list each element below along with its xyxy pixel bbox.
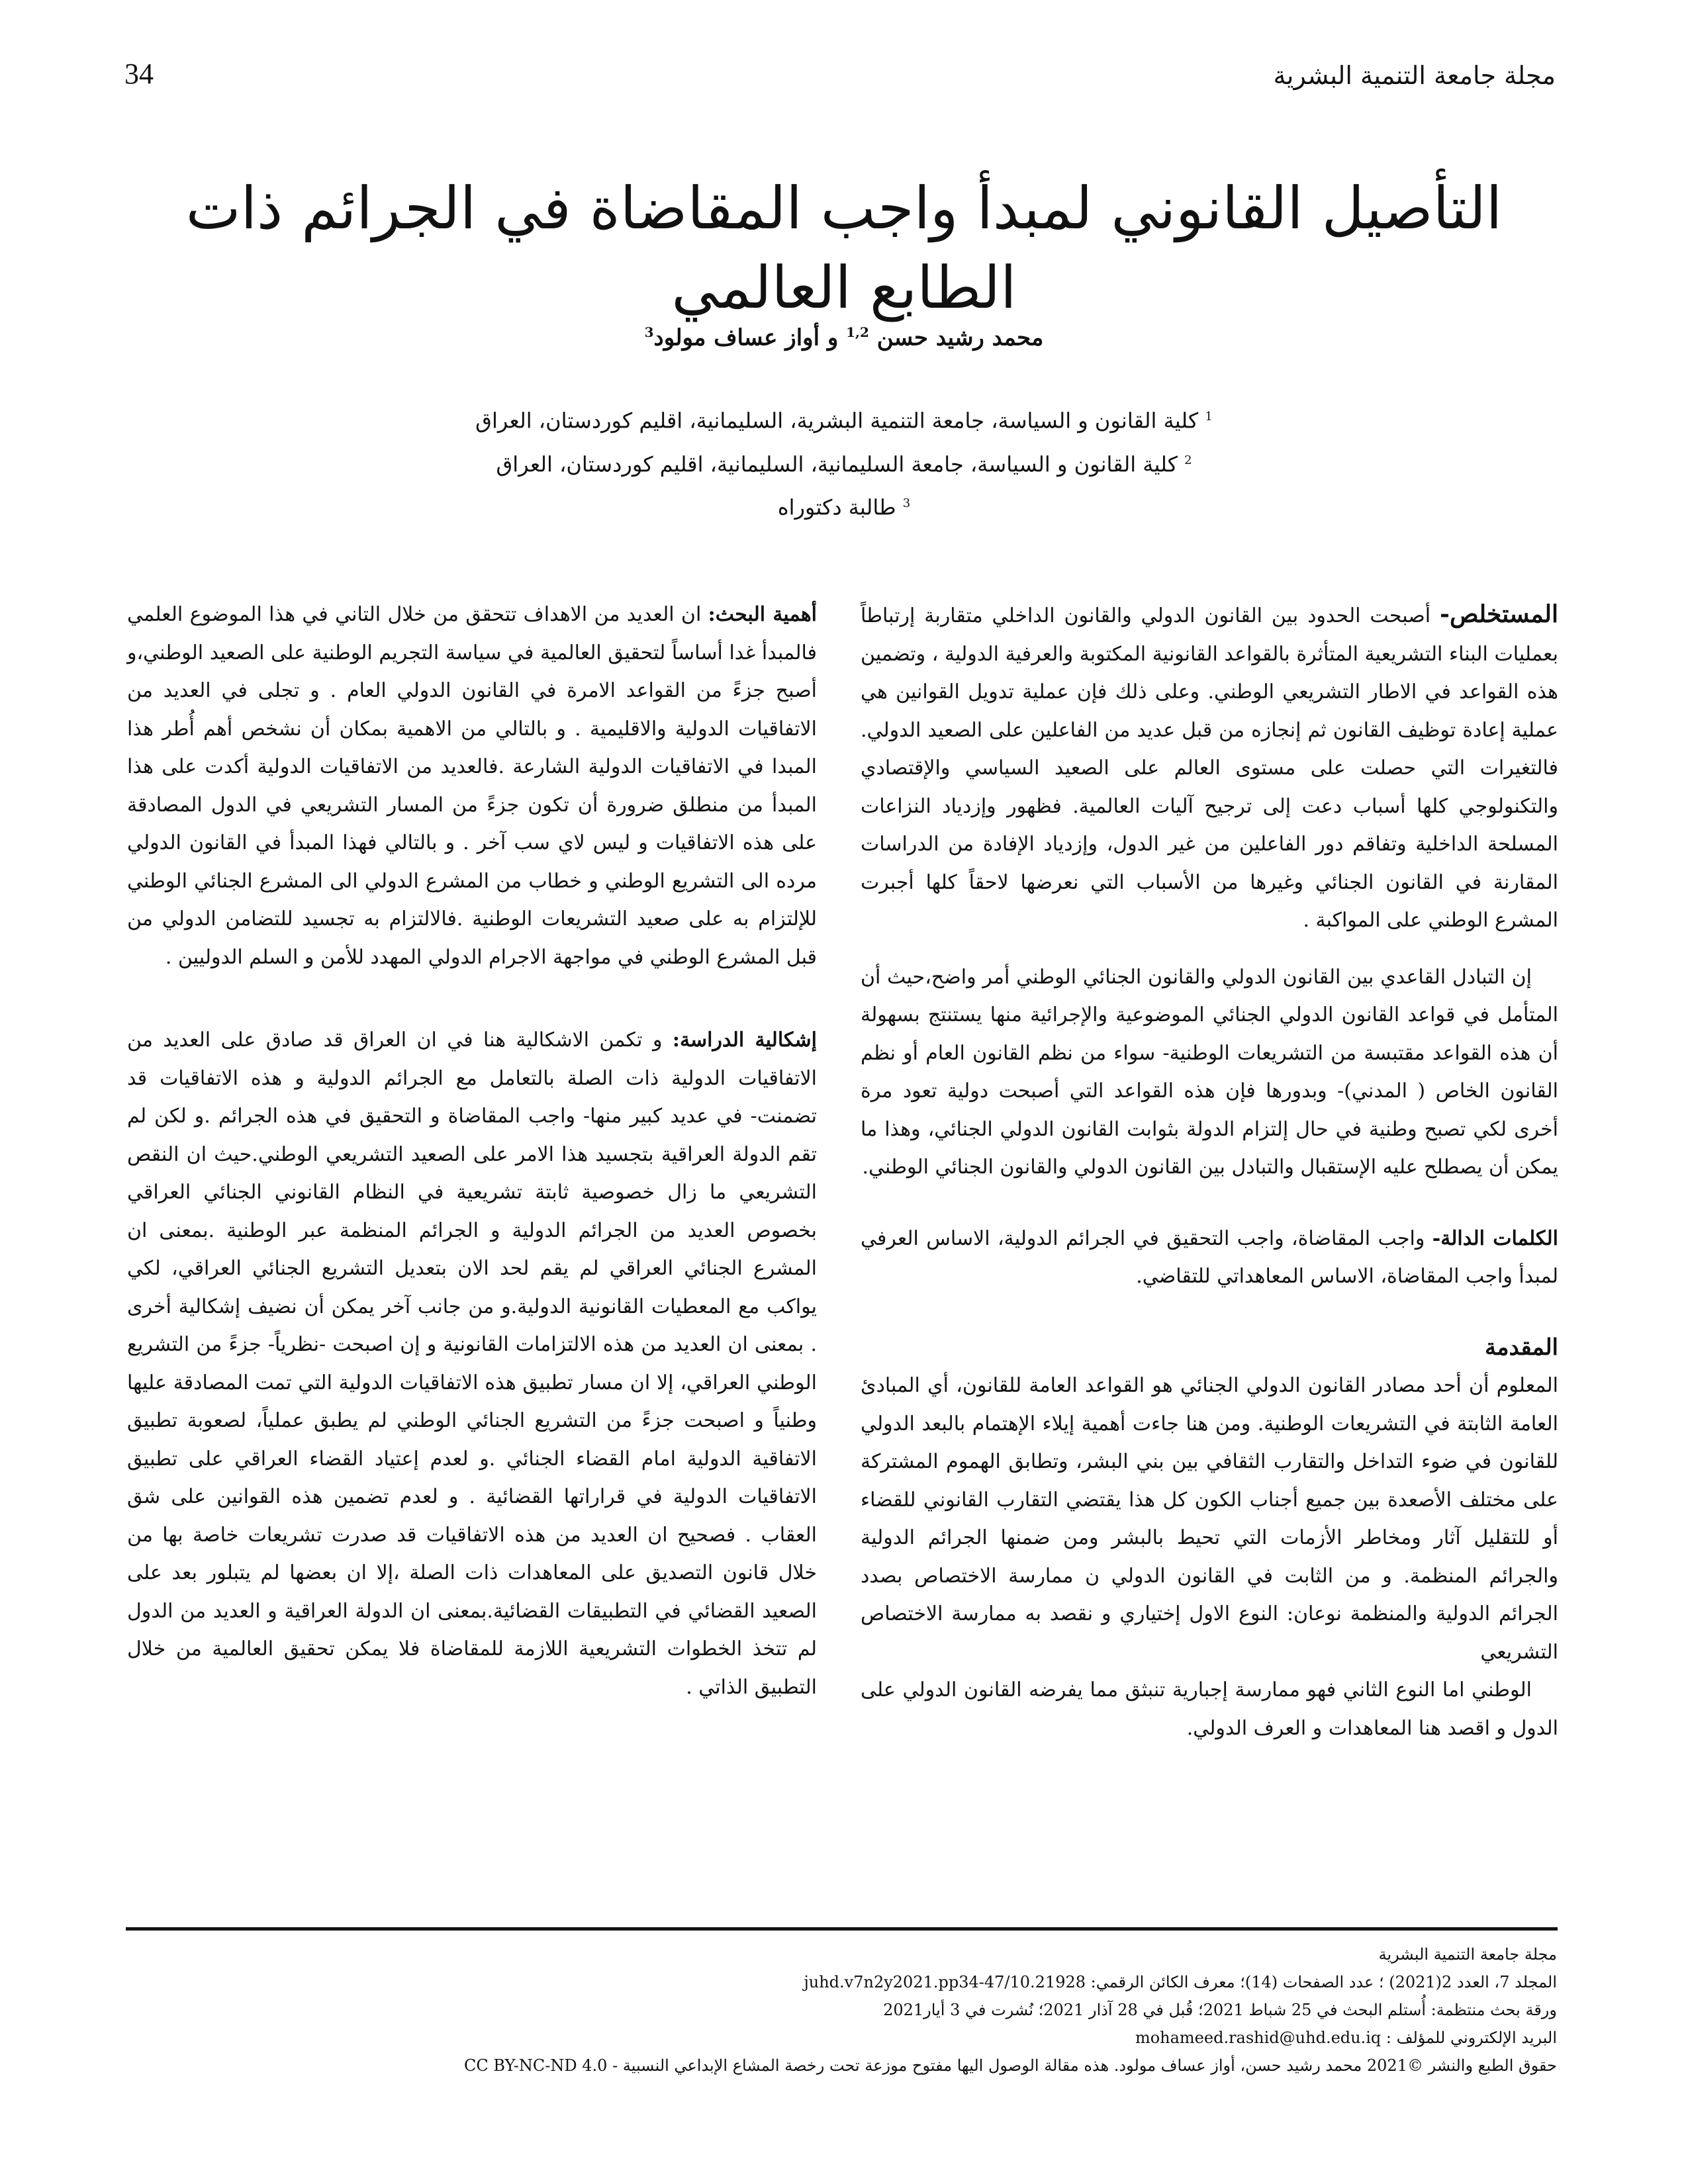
abstract-label: المستخلص- (1440, 600, 1558, 628)
author-superscript: 1,2 (846, 324, 869, 340)
abstract-text: أصبحت الحدود بين القانون الدولي والقانون الداخلي متقاربة إرتباطاً بعمليات البناء التشريعية المتأثرة بالقواعد القانونية المكتوبة والعرفية الدولية ، وتضمين هذه القواعد في الاطار التشريعي الوطني. وعلى ذلك فإن عملية تدويل القوانين هي عملية إعادة توظيف القانون ثم إنجازه من قبل عديد من الفاعلين على الصعيد الدولي. فالتغيرات التي حصلت على مستوى العالم على الصعيد السياسي والإقتصادي والتكنولوجي كلها أسباب دعت إلى ترجيح آليات العالمية. فظهور وإزدياد النزاعات المسلحة الداخلية وتفاقم دور الفاعلين من غير الدول، وإزدياد الإفادة من الدراسات المقارنة في القانون الجنائي وغيرها من الأسباب التي نعرضها لاحقاً كلها أجبرت المشرع الوطني على المواكبة . (861, 604, 1558, 932)
footer-divider (126, 1927, 1558, 1931)
footer-journal: مجلة جامعة التنمية البشرية (1378, 1945, 1557, 1964)
author-name: أواز عساف مولود (653, 324, 820, 351)
author-superscript: 3 (644, 324, 654, 340)
problem-text: و تكمن الاشكالية هنا في ان العراق قد صادق على العديد من الاتفاقيات الدولية ذات الصلة بالتعامل مع الجرائم الدولية و هذه الاتفاقيات قد تضمنت- في عديد كبير منها- واجب المقاضاة و التحقيق في هذه الجرائم .و لكن لم تقم الدولة العراقية بتجسيد هذا الامر على الصعيد التشريعي الوطني.حيث ان النقص التشريعي ما زال خصوصية ثابتة تشريعية في النظام القانوني الجنائي العراقي بخصوص العديد من الجرائم الدولية و الجرائم المنظمة عبر الوطنية .بمعنى ان المشرع الجنائي العراقي لم يقم لحد الان بتعديل التشريع الجنائي العراقي، لكي يواكب مع المعطيات القانونية الدولية.و من جانب آخر يمكن أن نضيف إشكالية أخرى . بمعنى ان العديد من هذه الالتزامات القانونية و إن اصبحت -نظرياً- جزءً من التشريع الوطني العراقي، إلا ان مسار تطبيق هذه الاتفاقيات الدولية التي تمت المصادقة عليها وطنياً و اصبحت جزءً من التشريع الجنائي الوطني لم يطبق عملياً، لصعوبة تطبيق الاتفاقية الدولية امام القضاء الجنائي .و لعدم إعتياد القضاء العراقي على تطبيق الاتفاقيات الدولية في قراراتها القضائية . و لعدم تضمين هذه القوانين على شق العقاب . فصحيح ان العديد من هذه الاتفاقيات قد صدرت تشريعات خاصة بها من خلال قانون التصديق على المعاهدات ذات الصلة ،إلا ان بعضها لم يتبلور بعد على الصعيد القضائي في التطبيقات القضائية.بمعنى ان الدولة العراقية و العديد من الدول لم تتخذ الخطوات التشريعية اللازمة للمقاضاة فلا يمكن تحقيق العالمية من خلال التطبيق الذاتي . (127, 1028, 817, 1699)
affiliation-superscript: 1 (1205, 410, 1213, 424)
importance-label: أهمية البحث: (708, 603, 817, 626)
affiliation-text: طالبة دكتوراه (777, 494, 896, 520)
affiliation-superscript: 2 (1184, 453, 1192, 467)
affiliation-text: كلية القانون و السياسة، جامعة التنمية البشرية، السليمانية، اقليم كوردستان، العراق (475, 408, 1199, 433)
introduction-paragraph-2: الوطني اما النوع الثاني فهو ممارسة إجبارية تنبثق مما يفرضه القانون الدولي على الدول و اقصد هنا المعاهدات و العرف الدولي. (861, 1678, 1558, 1740)
footer (127, 1940, 1557, 2079)
keywords-paragraph (861, 1220, 1558, 1296)
author-name: محمد رشيد حسن (876, 324, 1044, 351)
license-label: CC BY-NC-ND 4.0 (464, 2056, 608, 2075)
author-line (132, 324, 1556, 351)
footer-copyright (127, 2052, 1557, 2079)
affiliations (132, 397, 1556, 527)
abstract-paragraph-2: إن التبادل القاعدي بين القانون الدولي والقانون الجنائي الوطني أمر واضح،حيث أن المتأمل في قواعد القانون الدولي الجنائي الموضوعية والإجرائية منها يستنتج بسهولة أن هذه القواعد مقتبسة من التشريعات الوطنية- سواء من نظم القانون العام أو نظم القانون الخاص ( المدني)- وبدورها فإن هذه القواعد التي أصبحت دولية تعود مرة أخرى لكي تصبح وطنية في حال إلتزام الدولة بثوابت القانون الدولي الجنائي، وهذا ما يمكن أن يصطلح عليه الإستقبال والتبادل بين القانون الدولي والقانون الجنائي الوطني. (861, 965, 1558, 1179)
keywords-text: واجب المقاضاة، واجب التحقيق في الجرائم الدولية، الاساس العرفي لمبدأ واجب المقاضاة، الاساس المعاهداتي للتقاضي. (861, 1226, 1558, 1288)
importance-text: ان العديد من الاهداف تتحقق من خلال التاني في هذا الموضوع العلمي فالمبدأ غدا أساساً لتحقيق العالمية في سياسة التجريم الوطنية على الصعيد الوطني،و أصبح جزءً من القواعد الامرة في القانون الدولي العام . و تجلى في العديد من الاتفاقيات الدولية والاقليمية . و بالتالي من الاهمية بمكان أن نشخص أهم أُطر هذا المبدا في الاتفاقيات الدولية الشارعة .فالعديد من الاتفاقيات الدولية أكدت على هذا المبدأ من منطلق ضرورة أن تكون جزءً من المسار التشريعي في الدول المصادقة على هذه الاتفاقيات و ليس لاي سب آخر . و بالتالي فهذا المبدأ في القانون الدولي مرده الى التشريع الوطني و خطاب من المشرع الدولي الى المشرع الجنائي الوطني للإلتزام به على صعيد التشريعات الوطنية .فالالتزام به تجسيد للتضامن الدولي من قبل المشرع الوطني في مواجهة الاجرام الدولي المهدد للأمن و السلم الدوليين . (127, 603, 817, 969)
affiliation-text: كلية القانون و السياسة، جامعة السليمانية، السليمانية، اقليم كوردستان، العراق (496, 451, 1178, 477)
right-column (861, 596, 1558, 1747)
problem-paragraph (127, 1021, 817, 1706)
author-email-link[interactable]: mohameed.rashid@uhd.edu.iq (1135, 2028, 1382, 2047)
footer-volume: المجلد 7، العدد 2(2021) ؛ عدد الصفحات (14)؛ معرف الكائن الرقمي: 10.21928/juhd.v7n2y2021.pp34-47 (804, 1973, 1557, 1991)
abstract-paragraph (861, 596, 1558, 940)
affiliation-item (132, 441, 1556, 484)
keywords-label: الكلمات الدالة- (1432, 1226, 1558, 1250)
left-column (127, 596, 817, 1706)
introduction-paragraph: المعلوم أن أحد مصادر القانون الدولي الجنائي هو القواعد العامة للقانون، أي المبادئ العامة الثابتة في التشريعات الوطنية. ومن هنا جاءت أهمية إيلاء الإهتمام بالبعد الدولي للقانون في ضوء التداخل والتقارب الثقافي بين بني البشر، وتطابق الهموم المشتركة على مختلف الأصعدة بين جميع أجناب الكون كل هذا يقتضي التقارب القانوني للقضاء أو للتقليل آثار ومخاطر الأزمات التي تحيط بالبشر ومن ضمنها الجرائم الدولية والجرائم المنظمة. و من الثابت في القانون الدولي ن ممارسة الاختصاص بصدد الجرائم الدولية والمنظمة نوعان: النوع الاول إختياري و نقصد به ممارسة الاختصاص التشريعي (861, 1374, 1558, 1664)
page-number: 34 (124, 58, 154, 90)
author-connector: و (827, 324, 839, 351)
footer-email-line (127, 2024, 1557, 2052)
footer-email-label: البريد الإلكتروني للمؤلف : (1385, 2028, 1557, 2047)
affiliation-item (132, 484, 1556, 527)
running-header-journal: مجلة جامعة التنمية البشرية (1273, 61, 1556, 90)
footer-dates: ورقة بحث منتظمة: أُستلم البحث في 25 شباط 2021؛ قُبل في 28 آذار 2021؛ نُشرت في 3 أيار2021 (883, 2001, 1557, 2019)
paper-title: التأصيل القانوني لمبدأ واجب المقاضاة في الجرائم ذات الطابع العالمي (185, 174, 1503, 322)
problem-label: إشكالية الدراسة: (672, 1028, 817, 1052)
affiliation-superscript: 3 (902, 496, 911, 511)
section-heading-introduction: المقدمة (1485, 1334, 1558, 1361)
importance-paragraph (127, 596, 817, 976)
footer-copyright-text: حقوق الطبع والنشر ©2021 محمد رشيد حسن، أواز عساف مولود. هذه مقالة الوصول اليها مفتوح موزعة تحت رخصة المشاع الإبداعي النسبية - (612, 2056, 1557, 2075)
affiliation-item (132, 397, 1556, 441)
